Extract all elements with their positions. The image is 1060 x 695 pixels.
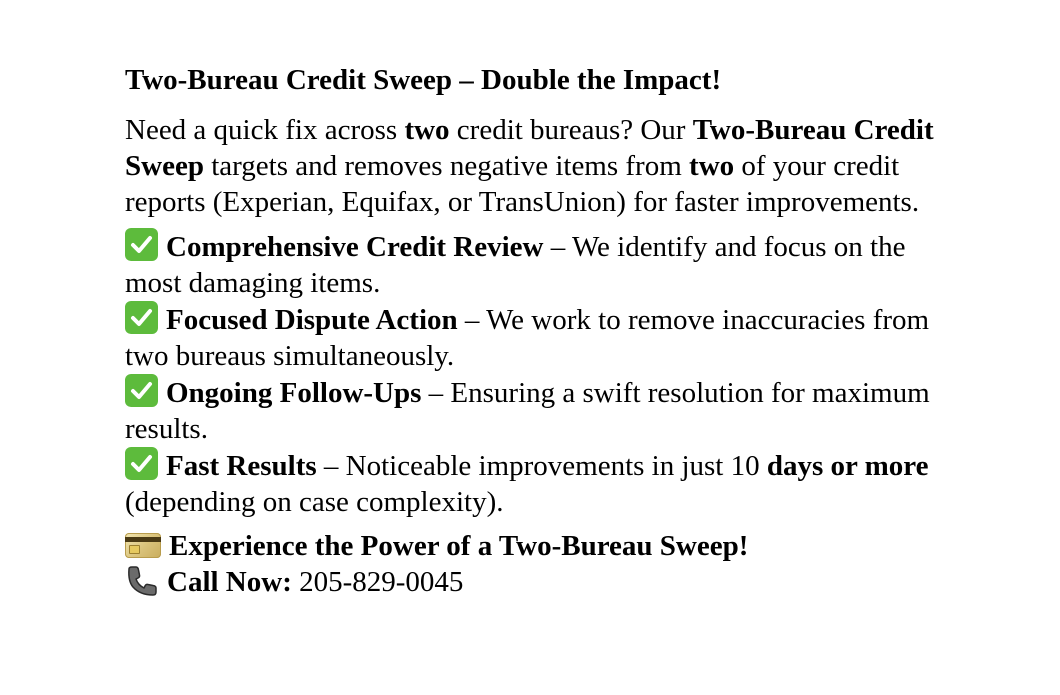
page-title: Two-Bureau Credit Sweep – Double the Impact! bbox=[125, 64, 722, 96]
feature-list bbox=[125, 228, 940, 520]
intro-text-1: Need a quick fix across bbox=[125, 114, 405, 146]
feature-emphasis: days or more bbox=[766, 450, 929, 482]
feature-description: – We identify and focus on the most damaging items. bbox=[125, 231, 906, 299]
intro-text-4: of your credit reports (Experian, Equifax, or TransUnion) for faster improvements. bbox=[125, 150, 920, 218]
feature-item bbox=[125, 301, 940, 374]
intro-paragraph bbox=[125, 112, 940, 220]
call-label: Call Now: bbox=[167, 566, 292, 598]
feature-description: – We work to remove inaccuracies from two bureaus simultaneously. bbox=[125, 304, 930, 372]
check-icon bbox=[125, 301, 158, 334]
intro-text-3: targets and removes negative items from bbox=[203, 150, 690, 182]
cta-headline bbox=[125, 528, 940, 564]
feature-title: Focused Dispute Action bbox=[166, 304, 458, 336]
feature-description: – Noticeable improvements in just 10 bbox=[316, 450, 767, 482]
check-icon bbox=[125, 447, 158, 480]
feature-item bbox=[125, 447, 940, 520]
content bbox=[125, 62, 940, 600]
check-icon bbox=[125, 374, 158, 407]
credit-card-icon bbox=[125, 533, 161, 558]
intro-text-2: credit bureaus? Our bbox=[449, 114, 693, 146]
cta-text: Experience the Power of a Two-Bureau Sweep! bbox=[169, 530, 749, 562]
feature-description-end: (depending on case complexity). bbox=[125, 486, 504, 518]
intro-bold-service: Two-Bureau Credit Sweep bbox=[125, 114, 934, 182]
feature-description: – Ensuring a swift resolution for maximum results. bbox=[125, 377, 930, 445]
feature-title: Fast Results bbox=[166, 450, 317, 482]
feature-title: Ongoing Follow-Ups bbox=[166, 377, 422, 409]
phone-number[interactable]: 205-829-0045 bbox=[291, 566, 464, 598]
intro-bold-1: two bbox=[404, 114, 450, 146]
call-line bbox=[125, 564, 940, 600]
phone-icon bbox=[125, 565, 159, 597]
intro-bold-3: two bbox=[689, 150, 735, 182]
check-icon bbox=[125, 228, 158, 261]
feature-item bbox=[125, 374, 940, 447]
feature-item bbox=[125, 228, 940, 301]
feature-title: Comprehensive Credit Review bbox=[166, 231, 544, 263]
